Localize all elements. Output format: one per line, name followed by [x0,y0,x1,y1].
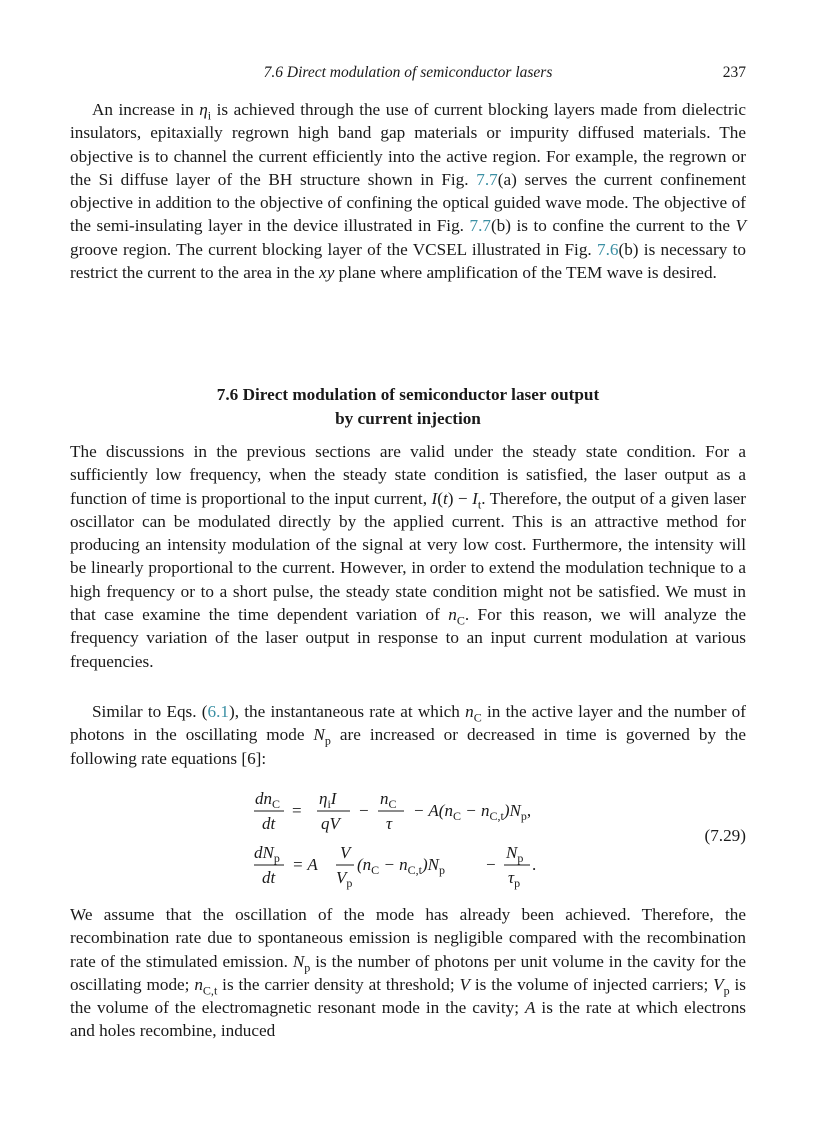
section-heading: 7.6 Direct modulation of semiconductor laser output by current injection [216,385,600,428]
e2-f2-den: $\tau_p$ [508,868,521,890]
e1-lhs-den: dt [262,814,276,833]
e1-tail: − $A(n_C - n_{C,t})N_p$, [413,801,532,823]
e2-lhs-num: $dN_p$ [254,843,280,865]
e1-f2-num: $n_C$ [380,789,397,811]
e2-mid: $(n_C - n_{C,t})N_p$ [357,855,446,877]
equation-number: (7.29) [704,826,746,845]
rate-equations [70,784,670,896]
e1-f2-den: τ [386,814,393,833]
e2-f1-den: $V_p$ [336,868,353,890]
equation-ref-link[interactable]: 6.1 [207,702,229,721]
running-title: 7.6 Direct modulation of semiconductor lasers [263,64,553,81]
figure-ref-link[interactable]: 7.7 [476,169,498,189]
e1-f1-num: $\eta_iI$ [319,789,337,811]
page-header [70,64,746,86]
paragraph-rate-equations-intro: Similar to Eqs. (6.1), the instantaneous rate at which $n_C$ in the active layer and the number of photons in the oscillating mode $N_p$ are increased or decreased in time is governed by the following rate equations [6]: [70,702,746,768]
e2-f1-num: V [340,843,351,862]
e1-f1-den: qV [321,814,340,833]
paragraph-current-blocking: An increase in $\eta_i$ is achieved through the use of current blocking layers made from dielectric insulators, epitaxially regrown high band gap materials or impurity diffused materials. The objective is to channel the current efficiently into the active region. For example, the regrown or the Si diffuse layer of the BH structure shown in Fig. 7.7(a) serves the current confinement objective in addition to the objective of confining the optical guided wave mode. The objective of the semi-insulating layer in the device illustrated in Fig. 7.7(b) is to confine the current to the V groove region. The current blocking layer of the VCSEL illustrated in Fig. 7.6(b) is necessary to restrict the current to the area in the xy plane where amplification of the TEM wave is desired. [70,100,746,283]
paragraph-assumptions: We assume that the oscillation of the mode has already been achieved. Therefore, the recombination rate due to spontaneous emission is negligible compared with the recombination rate of the stimulated emission. $N_p$ is the number of photons per unit volume in the cavity for the oscillating mode; $n_{C,t}$ is the carrier density at threshold; V is the volume of injected carriers; $V_p$ is the volume of the electromagnetic resonant mode in the cavity; A is the rate at which electrons and holes recombine, induced [70,905,746,1041]
minus-sign: − [359,801,369,820]
figure-ref-link[interactable]: 7.6 [596,239,619,259]
paragraph-steady-state: The discussions in the previous sections are valid under the steady state condition. For a sufficiently low frequency, when the steady state condition is satisfied, the laser output as a function of time is proportional to the input current, $I(t) - I_t$. Therefore, the output of a given laser oscillator can be modulated directly by the applied current. This is an attractive method for producing an intensity modulation of the signal at very low cost. Furthermore, the intensity will be linearly proportional to the current. However, in order to extend the modulation technique to a high frequency or to a short pulse, the steady state condition might not be satisfied. We must in that case examine the time dependent variation of $n_C$. For this reason, we will analyze the frequency variation of the laser output in response to an input current modulation at various frequencies. [70,442,747,671]
e2-end: . [532,855,537,874]
rate-equation-block [70,784,746,896]
e2-lhs-den: dt [262,868,276,887]
e2-f2-num: $N_p$ [506,843,524,865]
e2-A: = A [292,855,318,874]
e1-lhs-num: $dn_C$ [255,789,281,811]
figure-ref-link[interactable]: 7.7 [469,216,491,236]
page-number: 237 [722,64,746,81]
minus-sign: − [486,855,496,874]
eq-sign: = [292,801,302,820]
